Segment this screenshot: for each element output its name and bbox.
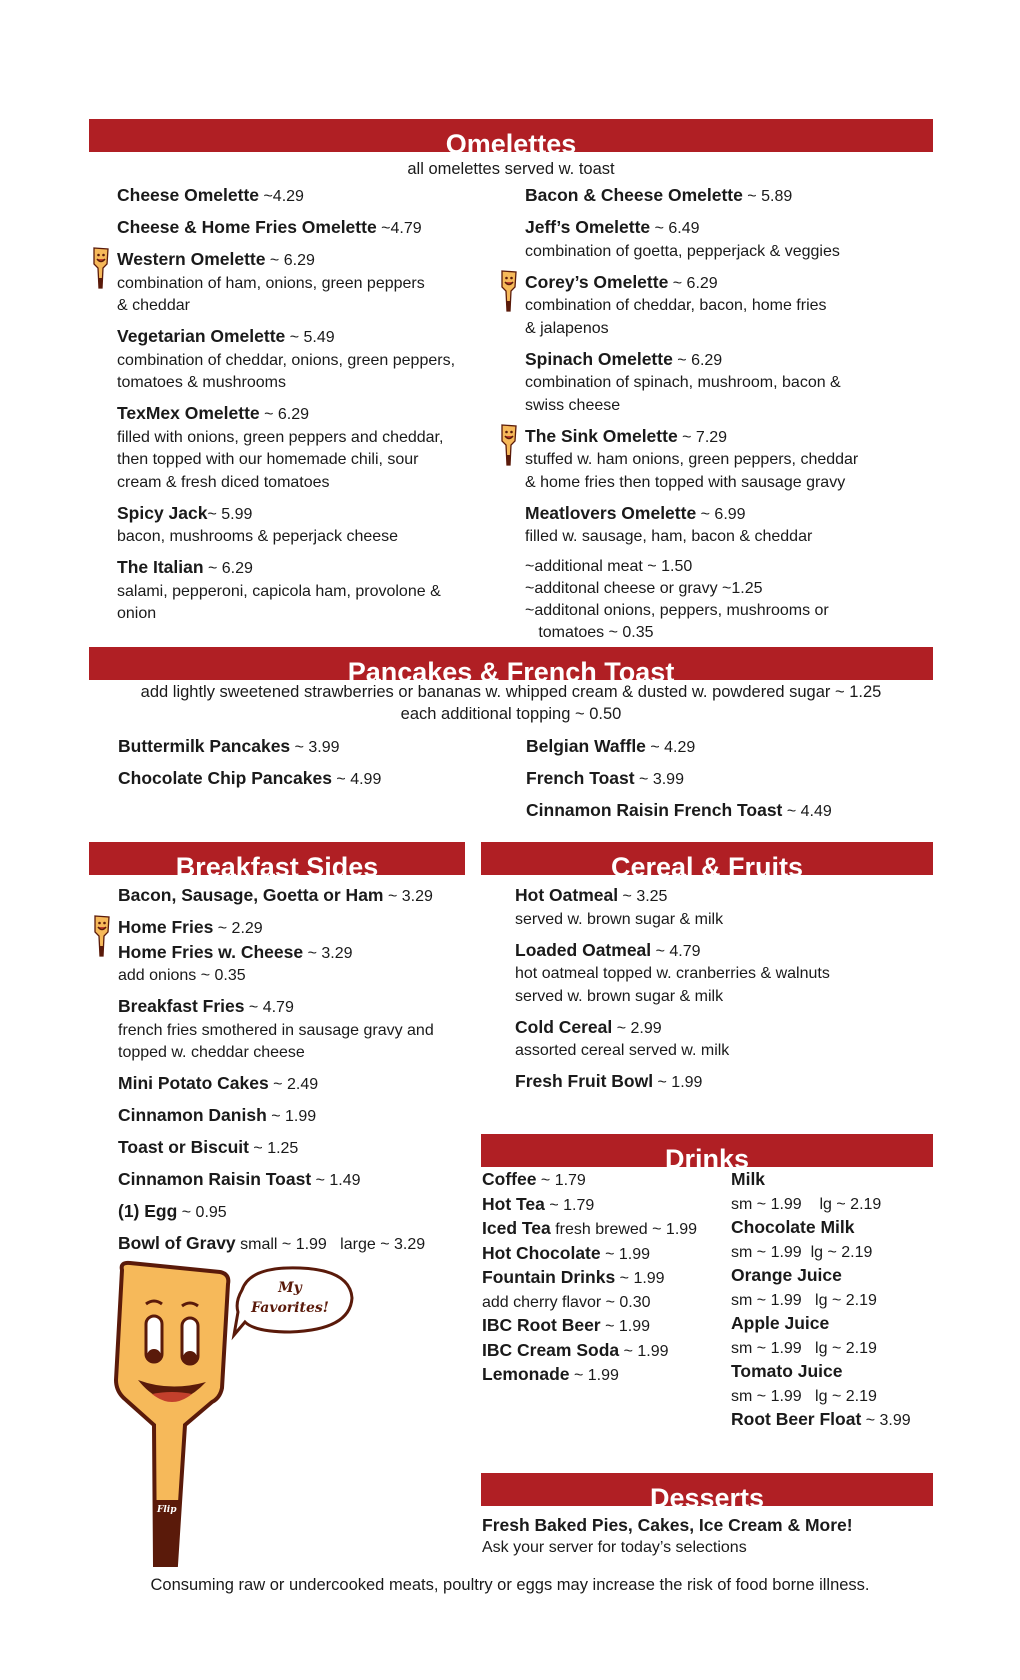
item-name: Home Fries: [118, 917, 214, 937]
item-price: ~ 6.29: [265, 252, 315, 269]
item-title-row: [525, 348, 858, 373]
desserts-body: [482, 1514, 853, 1559]
menu-item: [526, 735, 832, 760]
item-title-row: [117, 248, 455, 273]
menu-item: [117, 216, 455, 241]
menu-item: [526, 799, 832, 824]
item-title-row: [731, 1216, 911, 1241]
item-description: filled with onions, green peppers and cheddar,: [117, 428, 444, 446]
item-title-row: [117, 556, 455, 581]
item-name: Chocolate Chip Pancakes: [118, 768, 332, 788]
item-name: Bowl of Gravy: [118, 1233, 236, 1253]
item-name: TexMex Omelette: [117, 403, 260, 423]
menu-item: [118, 1168, 434, 1193]
menu-item: [515, 939, 830, 1009]
omelettes-header: [89, 119, 933, 152]
item-name: The Italian: [117, 557, 204, 577]
item-description: filled w. sausage, ham, bacon & cheddar: [525, 528, 813, 545]
menu-item: [118, 1232, 434, 1257]
item-price: ~ 1.49: [311, 1172, 361, 1189]
item-name: Root Beer Float: [731, 1409, 862, 1429]
menu-item: [482, 1217, 697, 1242]
item-description: & jalapenos: [525, 319, 609, 337]
desserts-headline: Fresh Baked Pies, Cakes, Ice Cream & More!: [482, 1515, 853, 1535]
menu-item: [117, 556, 455, 626]
item-price: ~ 1.99: [615, 1270, 665, 1287]
item-title-row: [117, 402, 455, 427]
item-name: Jeff’s Omelette: [525, 217, 651, 237]
item-title-row: [117, 325, 455, 350]
menu-item: [118, 767, 381, 792]
item-description: sm ~ 1.99 lg ~ 2.19: [731, 1339, 877, 1357]
item-price: ~ 6.29: [203, 560, 253, 577]
item-description: salami, pepperoni, capicola ham, provolone &: [117, 582, 441, 600]
pancakes-header: [89, 647, 933, 680]
item-price: ~ 4.49: [782, 803, 832, 820]
item-name: Spinach Omelette: [525, 348, 673, 369]
menu-item: [731, 1408, 911, 1433]
menu-item: [525, 502, 858, 549]
item-description: onion: [117, 605, 157, 622]
item-description: combination of goetta, pepperjack & veggies: [525, 242, 840, 260]
item-description: hot oatmeal topped w. cranberries & walnuts: [515, 965, 830, 982]
item-name: Hot Tea: [482, 1193, 545, 1214]
item-name: Western Omelette: [117, 249, 266, 269]
item-name: Belgian Waffle: [526, 736, 646, 756]
item-name: Fountain Drinks: [482, 1267, 616, 1287]
sides-header: [89, 842, 465, 875]
item-description: tomatoes ~ 0.35: [525, 624, 654, 641]
item-title-row: [118, 735, 381, 760]
item-title-row: [525, 502, 858, 527]
menu-item: [515, 884, 830, 931]
menu-item: [118, 1200, 434, 1225]
favorite-spatula-icon: [499, 423, 519, 467]
item-title-row: [525, 216, 858, 241]
item-name: The Sink Omelette: [525, 425, 678, 446]
omelettes-right-column: [525, 184, 858, 652]
menu-item: [482, 1363, 697, 1388]
menu-item: [118, 735, 381, 760]
item-description: combination of ham, onions, green peppers: [117, 274, 425, 292]
item-price: ~ 5.49: [285, 329, 335, 346]
item-title-row: [482, 1339, 697, 1364]
item-price: ~ 6.29: [668, 274, 718, 292]
item-price: ~ 1.99: [619, 1342, 669, 1360]
item-price: ~ 3.29: [383, 888, 433, 905]
item-description: sm ~ 1.99 lg ~ 2.19: [731, 1243, 873, 1261]
section-title: Omelettes: [445, 129, 577, 152]
pancakes-left-column: [118, 735, 381, 799]
item-title-row: [482, 1242, 697, 1267]
item-name: Cold Cereal: [515, 1016, 613, 1037]
menu-item: [118, 884, 434, 909]
item-price: ~ 0.95: [177, 1204, 227, 1221]
favorite-spatula-icon: [92, 914, 112, 958]
item-description: topped w. cheddar cheese: [118, 1044, 305, 1061]
item-name: Toast or Biscuit: [118, 1137, 249, 1157]
menu-item: [118, 1104, 434, 1129]
item-description: add cherry flavor ~ 0.30: [482, 1293, 651, 1311]
item-name: French Toast: [526, 768, 635, 788]
pancakes-right-column: [526, 735, 832, 831]
item-title-row: [526, 735, 832, 760]
item-price: ~ 3.25: [618, 888, 668, 905]
cereal-header: [481, 842, 933, 875]
item-description: ~additional meat ~ 1.50: [525, 558, 693, 575]
item-title-row: [482, 1168, 697, 1193]
item-description: assorted cereal served w. milk: [515, 1042, 730, 1059]
item-price: small ~ 1.99 large ~ 3.29: [235, 1236, 426, 1253]
menu-item: [117, 248, 455, 318]
item-description: sm ~ 1.99 lg ~ 2.19: [731, 1291, 877, 1309]
item-name: Buttermilk Pancakes: [118, 736, 291, 756]
item-description: add onions ~ 0.35: [118, 967, 246, 984]
item-description: sm ~ 1.99 lg ~ 2.19: [731, 1387, 877, 1405]
menu-item: [117, 402, 455, 494]
favorite-spatula-icon: [91, 246, 111, 290]
item-title-row: [731, 1312, 911, 1337]
item-name: Chocolate Milk: [731, 1217, 855, 1237]
item-price: ~ 1.99: [600, 1318, 650, 1335]
item-name: Coffee: [482, 1169, 537, 1189]
item-price: ~ 4.99: [331, 771, 382, 788]
menu-item: [731, 1264, 911, 1312]
item-name: Corey’s Omelette: [525, 271, 669, 292]
menu-item: [482, 1339, 697, 1364]
item-name: Cheese Omelette: [117, 185, 260, 205]
item-title-row: [526, 799, 832, 824]
item-price: ~4.79: [376, 220, 422, 237]
item-title-row: [731, 1264, 911, 1289]
item-name: (1) Egg: [118, 1201, 178, 1221]
item-title-row: [118, 1136, 434, 1161]
item-title-row: [525, 271, 858, 296]
menu-item: [482, 1193, 697, 1218]
food-safety-disclaimer: Consuming raw or undercooked meats, poultry or eggs may increase the risk of food borne illness.: [150, 1576, 870, 1594]
item-price: ~ 1.99: [653, 1074, 703, 1091]
item-price: ~ 1.99: [266, 1108, 317, 1125]
item-title-row: [515, 939, 830, 964]
item-price: ~ 6.99: [696, 505, 746, 523]
item-name: Hot Oatmeal: [515, 885, 619, 905]
bubble-line-1: My: [278, 1280, 302, 1296]
section-title: Cereal & Fruits: [610, 852, 804, 875]
item-name: Cheese & Home Fries Omelette: [117, 217, 377, 237]
drinks-header: [481, 1134, 933, 1167]
omelettes-subtitle: all omelettes served w. toast: [407, 160, 615, 178]
menu-item: [515, 1016, 830, 1063]
item-name: Iced Tea: [482, 1218, 551, 1238]
item-title-row: [482, 1314, 697, 1339]
item-name: Orange Juice: [731, 1265, 842, 1285]
drinks-left-column: [482, 1168, 697, 1388]
item-title-row: [515, 884, 830, 909]
item-title-row: [118, 1200, 434, 1225]
menu-item: [525, 425, 858, 495]
bubble-line-2: Favorites!: [251, 1300, 329, 1316]
item-name: Bacon & Cheese Omelette: [525, 185, 743, 205]
item-name: Mini Potato Cakes: [118, 1073, 269, 1093]
item-price: ~4.29: [259, 188, 304, 205]
pancakes-subtitle-2: each additional topping ~ 0.50: [400, 705, 622, 723]
item-name: Cinnamon Raisin Toast: [118, 1169, 312, 1189]
item-price: ~ 5.99: [207, 505, 253, 523]
menu-item: [731, 1168, 911, 1216]
drinks-right-column: [731, 1168, 911, 1433]
item-description: & cheddar: [117, 297, 190, 314]
menu-item: [482, 1168, 697, 1193]
menu-item: [482, 1314, 697, 1339]
spatula-label: Flip: [157, 1505, 177, 1515]
section-title: Drinks: [664, 1144, 750, 1167]
item-description: combination of spinach, mushroom, bacon &: [525, 374, 841, 391]
menu-item: [525, 216, 858, 263]
menu-item: [731, 1312, 911, 1360]
favorite-spatula-icon: [499, 269, 519, 313]
menu-notes: [525, 556, 858, 644]
item-title-row: [118, 767, 381, 792]
item-price: ~ 3.99: [290, 739, 340, 756]
item-title-row: [117, 184, 455, 209]
item-price: ~ 1.99: [569, 1367, 619, 1384]
desserts-header: [481, 1473, 933, 1506]
item-title-row: [118, 1232, 434, 1257]
item-price: ~ 2.49: [268, 1076, 319, 1093]
item-price: ~ 2.99: [612, 1019, 662, 1037]
pancakes-subtitle-1: add lightly sweetened strawberries or bananas w. whipped cream & dusted w. powdered sugar ~ 1.25: [140, 683, 882, 701]
item-title-row: [118, 1168, 434, 1193]
item-name: Vegetarian Omelette: [117, 326, 286, 346]
item-description: stuffed w. ham onions, green peppers, cheddar: [525, 451, 859, 468]
item-title-row: [515, 1016, 830, 1041]
item-title-row: [515, 1070, 830, 1095]
section-title: Breakfast Sides: [175, 852, 379, 875]
menu-item: [525, 271, 858, 341]
menu-item: [118, 1136, 434, 1161]
item-description: swiss cheese: [525, 396, 621, 414]
item-name: Lemonade: [482, 1364, 570, 1384]
menu-item: [731, 1216, 911, 1264]
menu-item: [525, 184, 858, 209]
spatula-mascot: [110, 1260, 390, 1575]
item-price: ~ 1.25: [248, 1140, 299, 1157]
item-title-row: [117, 502, 455, 527]
item-title-row: [118, 941, 434, 966]
menu-item: [482, 1242, 697, 1267]
item-description: combination of cheddar, onions, green peppers,: [117, 351, 456, 369]
item-title-row: [118, 1104, 434, 1129]
menu-item: [482, 1266, 697, 1314]
menu-item: [118, 916, 434, 988]
desserts-text: Ask your server for today’s selections: [482, 1538, 747, 1556]
menu-item: [118, 1072, 434, 1097]
item-name: Bacon, Sausage, Goetta or Ham: [118, 885, 384, 905]
item-price: ~ 4.79: [244, 999, 294, 1016]
item-description: ~additonal onions, peppers, mushrooms or: [525, 602, 829, 619]
item-price: ~ 7.29: [677, 428, 728, 446]
section-title: Desserts: [649, 1483, 765, 1506]
menu-item: [526, 767, 832, 792]
item-title-row: [525, 184, 858, 209]
item-title-row: [118, 916, 434, 941]
item-price: ~ 1.99: [600, 1245, 650, 1263]
item-title-row: [482, 1193, 697, 1218]
item-title-row: [525, 425, 858, 450]
item-title-row: [118, 884, 434, 909]
item-name: Fresh Fruit Bowl: [515, 1071, 654, 1091]
menu-item: [117, 502, 455, 549]
menu-item: [117, 325, 455, 395]
item-description: served w. brown sugar & milk: [515, 987, 724, 1005]
item-title-row: [731, 1360, 911, 1385]
item-price: ~ 5.89: [742, 188, 793, 205]
item-title-row: [482, 1217, 697, 1242]
item-name: Breakfast Fries: [118, 996, 245, 1016]
item-title-row: [117, 216, 455, 241]
item-description: tomatoes & mushrooms: [117, 374, 286, 391]
item-name: Hot Chocolate: [482, 1242, 601, 1263]
item-price: ~ 6.49: [650, 220, 700, 237]
cereal-column: [515, 884, 830, 1102]
menu-item: [525, 348, 858, 418]
item-name: Cinnamon Danish: [118, 1105, 267, 1125]
item-title-row: [731, 1168, 911, 1193]
item-title-row: [482, 1266, 697, 1291]
omelettes-left-column: [117, 184, 455, 633]
item-price: ~ 3.99: [634, 771, 684, 788]
item-title-row: [526, 767, 832, 792]
item-name: Cinnamon Raisin French Toast: [526, 800, 783, 820]
item-title-row: [731, 1408, 911, 1433]
item-price: ~ 6.29: [672, 351, 723, 369]
item-title-row: [118, 1072, 434, 1097]
item-name: Meatlovers Omelette: [525, 502, 697, 523]
item-name: IBC Root Beer: [482, 1315, 601, 1335]
item-description: ~additonal cheese or gravy ~1.25: [525, 580, 763, 597]
item-description: cream & fresh diced tomatoes: [117, 473, 330, 491]
item-title-row: [482, 1363, 697, 1388]
item-price: ~ 2.29: [213, 920, 263, 937]
item-name: Milk: [731, 1169, 766, 1189]
item-price: ~ 3.29: [303, 944, 353, 962]
item-price: ~ 1.79: [544, 1196, 595, 1214]
item-price: ~ 3.99: [861, 1412, 911, 1429]
menu-item: [731, 1360, 911, 1408]
item-name: Loaded Oatmeal: [515, 939, 652, 960]
item-price: fresh brewed ~ 1.99: [550, 1221, 698, 1238]
item-description: & home fries then topped with sausage gravy: [525, 473, 846, 491]
item-price: ~ 4.29: [645, 739, 696, 756]
item-name: Spicy Jack: [117, 502, 208, 523]
item-description: french fries smothered in sausage gravy and: [118, 1021, 434, 1039]
menu-item: [515, 1070, 830, 1095]
item-description: served w. brown sugar & milk: [515, 910, 724, 928]
item-name: IBC Cream Soda: [482, 1339, 620, 1360]
item-description: bacon, mushrooms & peperjack cheese: [117, 528, 399, 545]
item-description: combination of cheddar, bacon, home fries: [525, 297, 827, 314]
item-name: Tomato Juice: [731, 1361, 843, 1381]
item-price: ~ 4.79: [651, 942, 701, 960]
item-price: ~ 6.29: [259, 406, 310, 423]
item-price: ~ 1.79: [536, 1172, 586, 1189]
menu-item: [117, 184, 455, 209]
item-name: Home Fries w. Cheese: [118, 941, 304, 962]
item-title-row: [118, 995, 434, 1020]
item-name: Apple Juice: [731, 1313, 830, 1333]
sides-column: [118, 884, 434, 1264]
menu-item: [118, 995, 434, 1065]
item-description: then topped with our homemade chili, sour: [117, 451, 419, 468]
section-title: Pancakes & French Toast: [347, 657, 675, 680]
item-description: sm ~ 1.99 lg ~ 2.19: [731, 1195, 882, 1213]
